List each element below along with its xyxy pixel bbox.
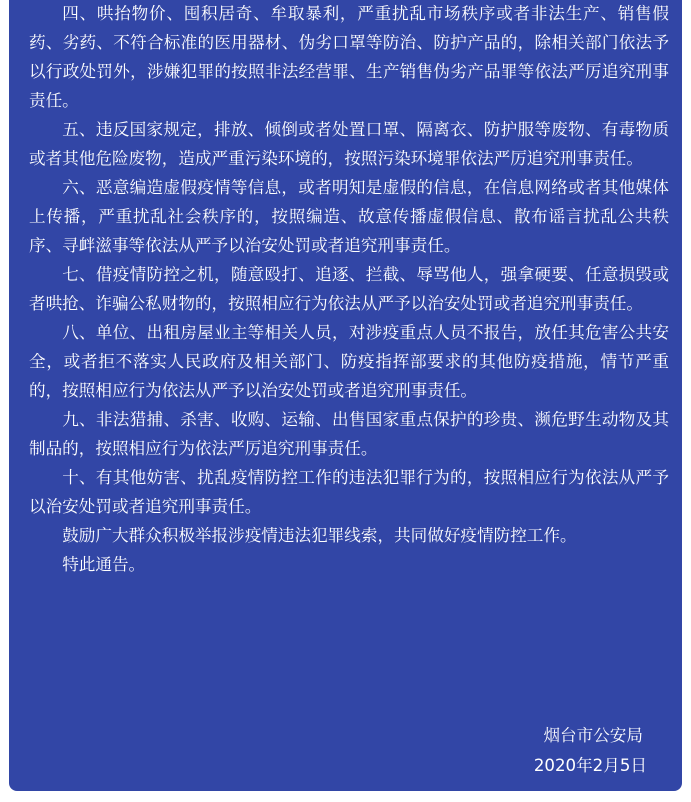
notice-body bbox=[29, 0, 669, 579]
paragraph-closing: 特此通告。 bbox=[62, 555, 146, 574]
signature-organization: 烟台市公安局 bbox=[543, 726, 643, 745]
paragraph-encouragement: 鼓励广大群众积极举报涉疫情违法犯罪线索，共同做好疫情防控工作。 bbox=[62, 526, 577, 545]
paragraph-item-6: 六、恶意编造虚假疫情等信息，或者明知是虚假的信息，在信息网络或者其他媒体上传播，严重扰乱社会秩序的，按照编造、故意传播虚假信息、散布谣言扰乱公共秩序、寻衅滋事等依法从严予以治安处罚或者追究刑事责任。 bbox=[29, 178, 669, 255]
paragraph-item-4: 四、哄抬物价、囤积居奇、牟取暴利，严重扰乱市场秩序或者非法生产、销售假药、劣药、不符合标准的医用器材、伪劣口罩等防治、防护产品的，除相关部门依法予以行政处罚外，涉嫌犯罪的按照非法经营罪、生产销售伪劣产品罪等依法严厉追究刑事责任。 bbox=[29, 4, 669, 110]
paragraph-item-10: 十、有其他妨害、扰乱疫情防控工作的违法犯罪行为的，按照相应行为依法从严予以治安处罚或者追究刑事责任。 bbox=[29, 468, 669, 516]
paragraph-item-5: 五、违反国家规定，排放、倾倒或者处置口罩、隔离衣、防护服等废物、有毒物质或者其他危险废物，造成严重污染环境的，按照污染环境罪依法严厉追究刑事责任。 bbox=[29, 120, 669, 168]
signature-date: 2020年2月5日 bbox=[533, 756, 647, 775]
paragraph-item-7: 七、借疫情防控之机，随意殴打、追逐、拦截、辱骂他人，强拿硬要、任意损毁或者哄抢、诈骗公私财物的，按照相应行为依法从严予以治安处罚或者追究刑事责任。 bbox=[29, 265, 669, 313]
paragraph-item-8: 八、单位、出租房屋业主等相关人员，对涉疫重点人员不报告，放任其危害公共安全，或者拒不落实人民政府及相关部门、防疫指挥部要求的其他防疫措施，情节严重的，按照相应行为依法从严予以治安处罚或者追究刑事责任。 bbox=[29, 323, 669, 400]
paragraph-item-9: 九、非法猎捕、杀害、收购、运输、出售国家重点保护的珍贵、濒危野生动物及其制品的，按照相应行为依法严厉追究刑事责任。 bbox=[29, 410, 669, 458]
